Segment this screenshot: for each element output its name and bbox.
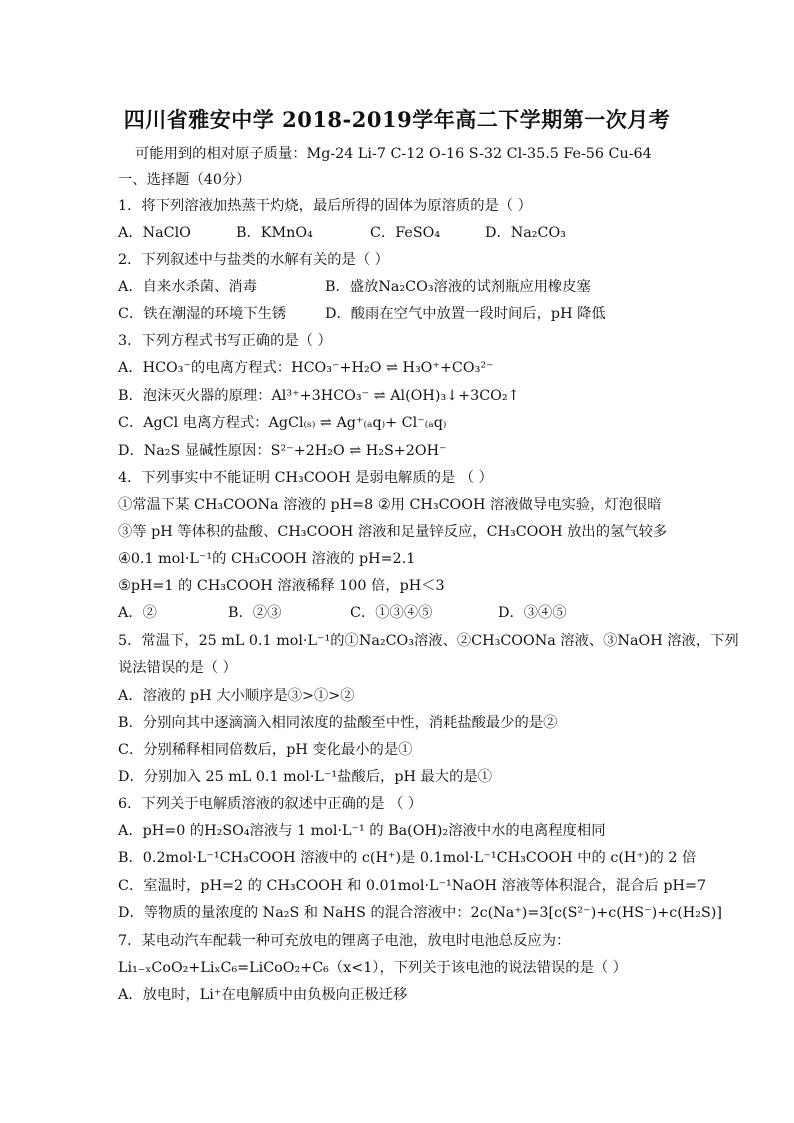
question-5-stem-line1: 5．常温下，25 mL 0.1 mol·L⁻¹的①Na₂CO₃溶液、②CH₃COONa 溶液、③NaOH 溶液，下列 [118, 633, 739, 649]
question-3-stem: 3．下列方程式书写正确的是（ ） [118, 333, 332, 349]
atomic-mass-line: 可能用到的相对原子质量：Mg-24 Li-7 C-12 O-16 S-32 Cl-35.5 Fe-56 Cu-64 [135, 146, 652, 162]
q2-option-a: A．自来水杀菌、消毒 [118, 279, 257, 295]
q4-statement-1-2: ①常温下某 CH₃COONa 溶液的 pH=8 ②用 CH₃COOH 溶液做导电实验，灯泡很暗 [118, 497, 662, 513]
q4-statement-5: ⑤pH=1 的 CH₃COOH 溶液稀释 100 倍，pH＜3 [118, 578, 445, 594]
section-heading: 一、选择题（40分） [118, 172, 251, 188]
q1-option-b: B．KMnO₄ [236, 225, 313, 241]
q6-option-c: C．室温时，pH=2 的 CH₃COOH 和 0.01mol·L⁻¹NaOH 溶液等体积混合，混合后 pH=7 [118, 878, 707, 894]
q5-option-d: D．分别加入 25 mL 0.1 mol·L⁻¹盐酸后，pH 最大的是① [118, 769, 492, 785]
q1-option-a: A．NaClO [118, 225, 191, 241]
q7-option-a: A．放电时，Li⁺在电解质中由负极向正极迁移 [118, 987, 408, 1003]
q6-option-d: D．等物质的量浓度的 Na₂S 和 NaHS 的混合溶液中：2c(Na⁺)=3[c(S²⁻)+c(HS⁻)+c(H₂S)] [118, 905, 722, 921]
q1-option-d: D．Na₂CO₃ [485, 225, 566, 241]
q4-option-c: C．①③④⑤ [350, 605, 433, 621]
question-4-stem: 4．下列事实中不能证明 CH₃COOH 是弱电解质的是 （ ） [118, 470, 493, 486]
q3-option-b: B．泡沫灭火器的原理：Al³⁺+3HCO₃⁻ ⇌ Al(OH)₃↓+3CO₂↑ [118, 388, 520, 404]
question-6-stem: 6．下列关于电解质溶液的叙述中正确的是 （ ） [118, 796, 423, 812]
q3-option-d: D．Na₂S 显碱性原因：S²⁻+2H₂O ⇌ H₂S+2OH⁻ [118, 443, 447, 459]
q2-option-b: B．盛放Na₂CO₃溶液的试剂瓶应用橡皮塞 [325, 279, 591, 295]
q2-option-c: C．铁在潮湿的环境下生锈 [118, 306, 287, 322]
q4-option-a: A．② [118, 605, 157, 621]
question-7-stem-line2: Li₁₋ₓCoO₂+LiₓC₆=LiCoO₂+C₆（x<1），下列关于该电池的说法错误的是（ ） [118, 960, 628, 976]
q4-option-b: B．②③ [228, 605, 282, 621]
question-1-stem: 1．将下列溶液加热蒸干灼烧，最后所得的固体为原溶质的是（ ） [118, 198, 532, 214]
q4-statement-4: ④0.1 mol·L⁻¹的 CH₃COOH 溶液的 pH=2.1 [118, 551, 416, 567]
q5-option-a: A．溶液的 pH 大小顺序是③>①>② [118, 688, 355, 704]
q4-statement-3: ③等 pH 等体积的盐酸、CH₃COOH 溶液和足量锌反应，CH₃COOH 放出的氢气较多 [118, 524, 668, 540]
q2-option-d: D．酸雨在空气中放置一段时间后，pH 降低 [325, 306, 606, 322]
q1-option-c: C．FeSO₄ [370, 225, 441, 241]
q3-option-c: C．AgCl 电离方程式：AgCl₍ₛ₎ ⇌ Ag⁺₍ₐq₎+ Cl⁻₍ₐq₎ [118, 415, 447, 431]
q5-option-b: B．分别向其中逐滴滴入相同浓度的盐酸至中性，消耗盐酸最少的是② [118, 715, 558, 731]
question-2-stem: 2．下列叙述中与盐类的水解有关的是（ ） [118, 252, 389, 268]
q4-option-d: D．③④⑤ [498, 605, 567, 621]
question-5-stem-line2: 说法错误的是（ ） [118, 660, 237, 676]
q6-option-b: B．0.2mol·L⁻¹CH₃COOH 溶液中的 c(H⁺)是 0.1mol·L⁻¹CH₃COOH 中的 c(H⁺)的 2 倍 [118, 850, 697, 866]
q5-option-c: C．分别稀释相同倍数后，pH 变化最小的是① [118, 742, 413, 758]
q6-option-a: A．pH=0 的H₂SO₄溶液与 1 mol·L⁻¹ 的 Ba(OH)₂溶液中水的电离程度相同 [118, 823, 606, 839]
question-7-stem-line1: 7．某电动汽车配载一种可充放电的锂离子电池，放电时电池总反应为： [118, 933, 571, 949]
q3-option-a: A．HCO₃⁻的电离方程式：HCO₃⁻+H₂O ⇌ H₃O⁺+CO₃²⁻ [118, 360, 494, 376]
page-title: 四川省雅安中学 2018-2019学年高二下学期第一次月考 [123, 107, 671, 132]
